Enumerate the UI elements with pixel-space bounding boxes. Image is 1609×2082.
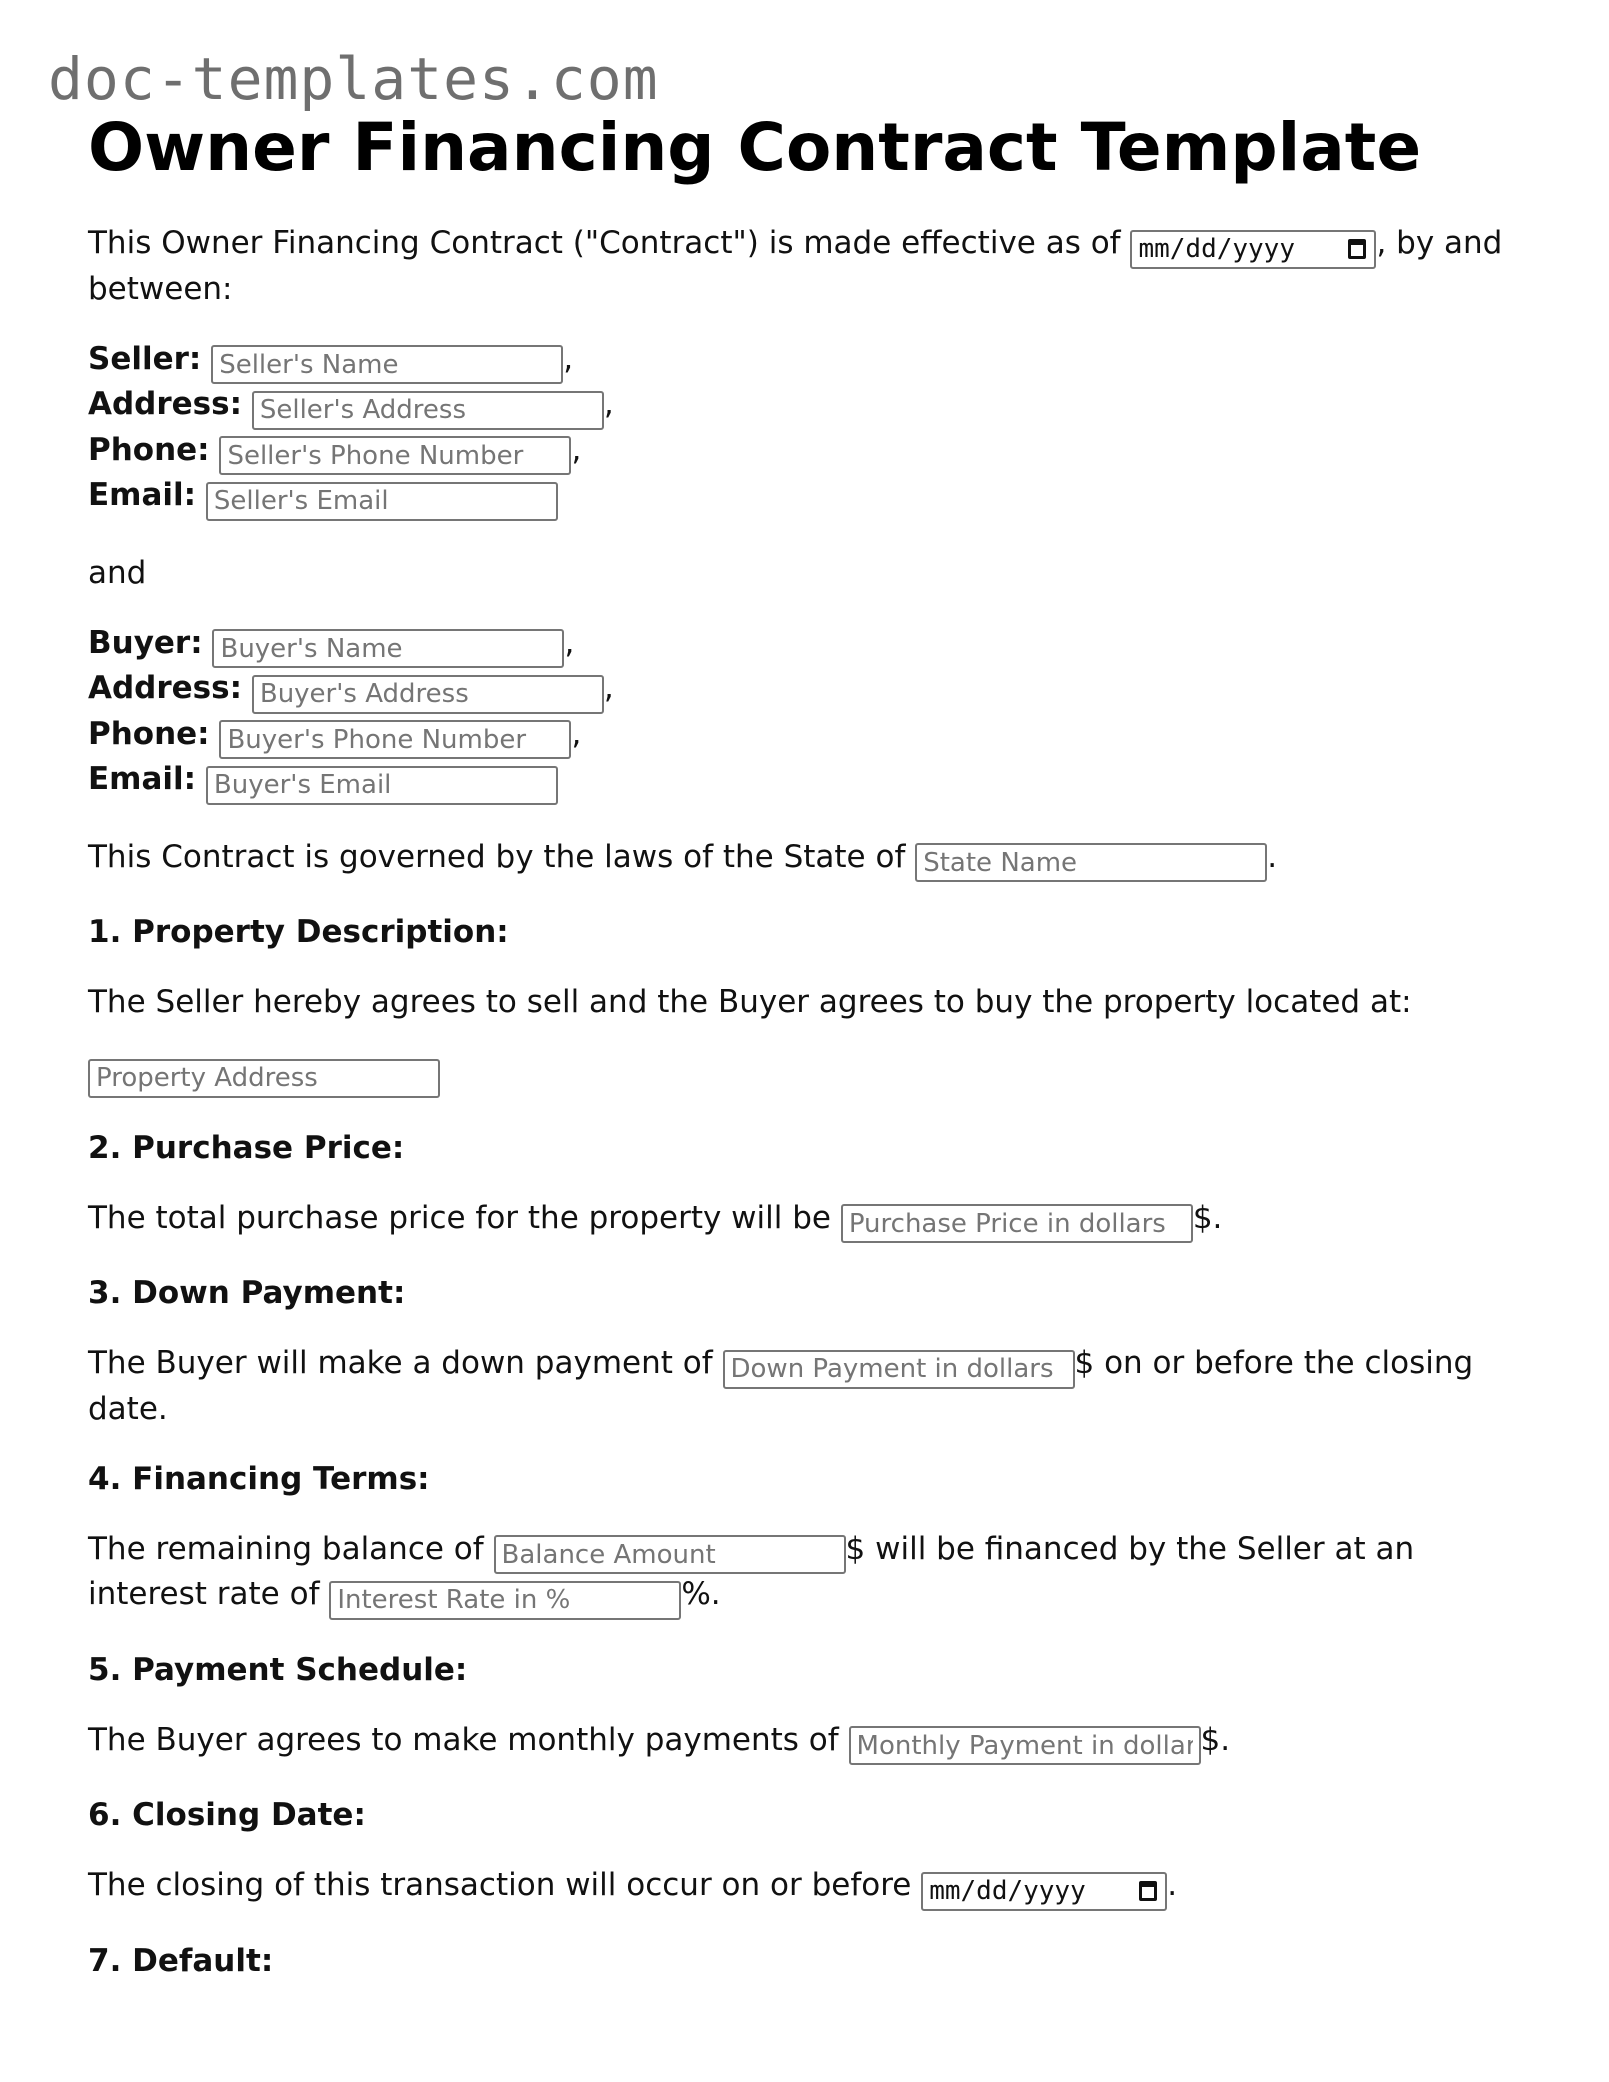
buyer-name-row xyxy=(88,623,1528,669)
seller-email-input[interactable] xyxy=(206,482,558,521)
effective-date-input[interactable] xyxy=(1130,230,1376,269)
seller-name-row xyxy=(88,339,1528,385)
seller-phone-sep: , xyxy=(571,431,582,468)
section-financing-heading: 4. Financing Terms: xyxy=(88,1460,430,1497)
section-property-text: The Seller hereby agrees to sell and the Buyer agrees to buy the property located at: xyxy=(88,984,1412,1021)
closing-date-placeholder: mm/dd/yyyy xyxy=(929,1876,1086,1907)
schedule-text-before: The Buyer agrees to make monthly payments of xyxy=(88,1721,849,1758)
seller-block xyxy=(88,339,1528,521)
buyer-address-sep: , xyxy=(603,670,614,707)
seller-email-row xyxy=(88,475,1528,521)
section-schedule-paragraph xyxy=(88,1720,1528,1766)
buyer-name-input[interactable] xyxy=(212,629,564,668)
calendar-icon[interactable] xyxy=(1139,1881,1157,1901)
watermark: doc-templates.com xyxy=(48,45,659,113)
buyer-phone-label: Phone: xyxy=(88,715,210,752)
buyer-address-label: Address: xyxy=(88,670,242,707)
buyer-block xyxy=(88,623,1528,805)
seller-name-label: Seller: xyxy=(88,340,202,377)
schedule-text-after: $. xyxy=(1200,1721,1231,1758)
price-text-before: The total purchase price for the property will be xyxy=(88,1199,841,1236)
closing-date-input[interactable] xyxy=(921,1872,1167,1911)
effective-date-placeholder: mm/dd/yyyy xyxy=(1138,234,1295,265)
financing-text-middle: $ will be financed by the Seller at an interest rate of xyxy=(88,1530,1415,1613)
down-text-after: $ on or before the closing date. xyxy=(88,1345,1474,1427)
calendar-icon[interactable] xyxy=(1348,239,1366,259)
buyer-phone-sep: , xyxy=(571,715,582,752)
buyer-name-label: Buyer: xyxy=(88,624,203,661)
intro-paragraph xyxy=(88,223,1528,309)
state-name-input[interactable] xyxy=(915,843,1267,882)
section-schedule-heading: 5. Payment Schedule: xyxy=(88,1651,468,1688)
section-closing-paragraph xyxy=(88,1865,1528,1911)
governing-law-paragraph xyxy=(88,837,1528,883)
section-default-heading: 7. Default: xyxy=(88,1942,274,1979)
intro-text-before: This Owner Financing Contract ("Contract") is made effective as of xyxy=(88,225,1131,262)
price-text-after: $. xyxy=(1192,1199,1223,1236)
buyer-name-sep: , xyxy=(564,624,575,661)
page-title: Owner Financing Contract Template xyxy=(88,109,1422,186)
section-closing-heading: 6. Closing Date: xyxy=(88,1797,366,1834)
seller-phone-label: Phone: xyxy=(88,431,210,468)
financing-text-after: %. xyxy=(681,1576,721,1613)
section-down-paragraph xyxy=(88,1343,1528,1429)
seller-address-input[interactable] xyxy=(252,391,604,430)
section-price-paragraph xyxy=(88,1198,1528,1244)
buyer-email-label: Email: xyxy=(88,761,197,798)
section-down-heading: 3. Down Payment: xyxy=(88,1275,406,1312)
property-address-row xyxy=(88,1052,1528,1098)
financing-text-before: The remaining balance of xyxy=(88,1530,494,1567)
seller-phone-input[interactable] xyxy=(219,436,571,475)
property-address-input[interactable] xyxy=(88,1059,440,1098)
interest-rate-input[interactable] xyxy=(329,1581,681,1620)
governing-text-after: . xyxy=(1267,838,1278,875)
buyer-address-input[interactable] xyxy=(252,675,604,714)
governing-text-before: This Contract is governed by the laws of the State of xyxy=(88,838,916,875)
seller-address-label: Address: xyxy=(88,386,242,423)
seller-email-label: Email: xyxy=(88,477,197,514)
buyer-phone-row xyxy=(88,714,1528,760)
seller-address-row xyxy=(88,384,1528,430)
balance-amount-input[interactable] xyxy=(494,1535,846,1574)
document xyxy=(88,109,1528,2011)
section-financing-paragraph xyxy=(88,1529,1528,1620)
intro-text-after: , by and between: xyxy=(88,225,1503,307)
and-text: and xyxy=(88,554,147,591)
buyer-address-row xyxy=(88,668,1528,714)
section-property-heading: 1. Property Description: xyxy=(88,914,509,951)
monthly-payment-input[interactable] xyxy=(849,1726,1201,1765)
closing-text-after: . xyxy=(1167,1867,1178,1904)
buyer-phone-input[interactable] xyxy=(219,720,571,759)
buyer-email-row xyxy=(88,759,1528,805)
seller-address-sep: , xyxy=(603,386,614,423)
buyer-email-input[interactable] xyxy=(206,766,558,805)
closing-text-before: The closing of this transaction will occur on or before xyxy=(88,1867,922,1904)
purchase-price-input[interactable] xyxy=(841,1204,1193,1243)
down-text-before: The Buyer will make a down payment of xyxy=(88,1345,723,1382)
seller-phone-row xyxy=(88,430,1528,476)
seller-name-sep: , xyxy=(563,340,574,377)
down-payment-input[interactable] xyxy=(723,1350,1075,1389)
section-price-heading: 2. Purchase Price: xyxy=(88,1129,405,1166)
seller-name-input[interactable] xyxy=(211,345,563,384)
